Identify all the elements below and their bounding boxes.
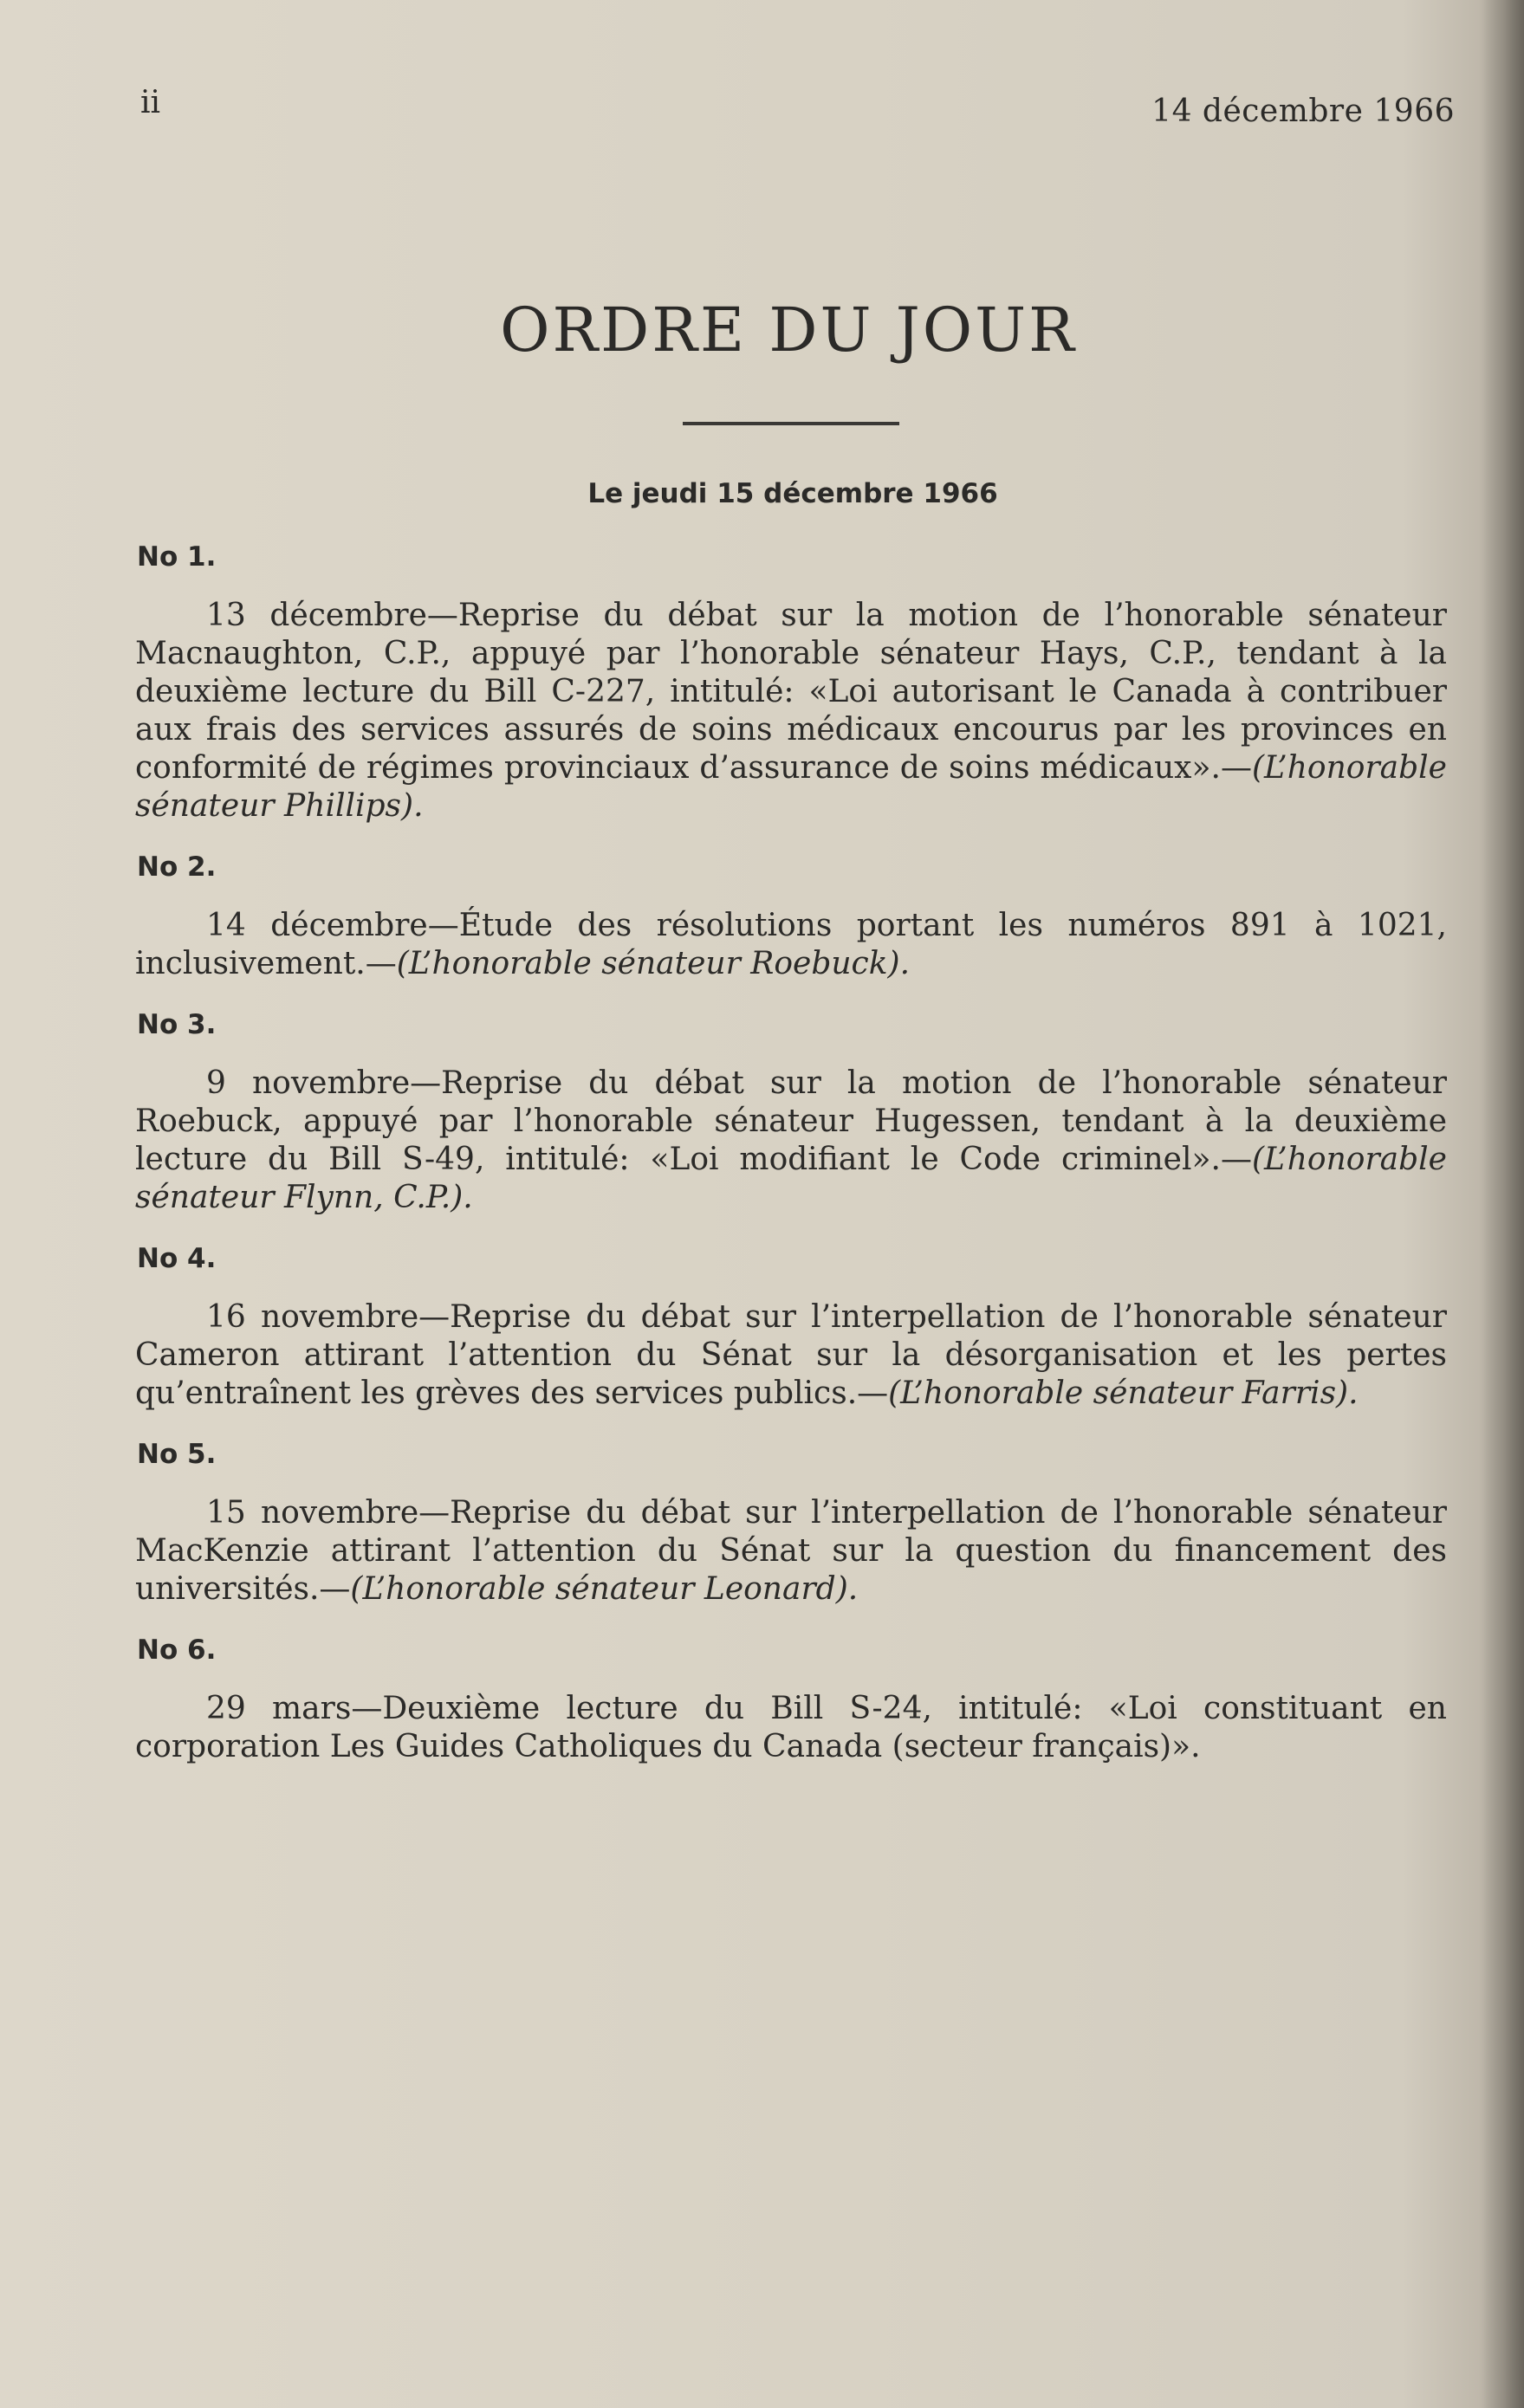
item-number: No 4. xyxy=(137,1243,217,1274)
item-text xyxy=(130,1065,1447,1217)
item-reference: (L’honorable sénateur Farris). xyxy=(888,1376,1359,1411)
item-number: No 1. xyxy=(137,541,217,573)
page-number: ii xyxy=(140,85,161,120)
item-body: 14 décembre—Étude des résolutions portant les numéros 891 à 1021, inclusivement.— xyxy=(135,908,1447,981)
item-body: 13 décembre—Reprise du débat sur la motion de l’honorable sénateur Macnaughton, C.P., appuyé par l’honorable sénateur Hays, C.P., tendant à la deuxième lecture du Bill C-227, intitulé: «Loi autorisant le Canada à contribuer aux frais des services assurés de soins médicaux encourus par les provinces en conformité de régimes provinciaux d’assurance de soins médicaux».— xyxy=(135,598,1447,786)
order-item xyxy=(130,541,1447,825)
item-body: 15 novembre—Reprise du débat sur l’interpellation de l’honorable sénateur MacKenzie attirant l’attention du Sénat sur la question du financement des universités.— xyxy=(135,1495,1447,1607)
item-text xyxy=(130,1298,1447,1413)
order-item xyxy=(130,1009,1447,1217)
item-reference: (L’honorable sénateur Flynn, C.P.). xyxy=(135,1142,1447,1215)
item-body: 9 novembre—Reprise du débat sur la motion de l’honorable sénateur Roebuck, appuyé par l’honorable sénateur Hugessen, tendant à la deuxième lecture du Bill S-49, intitulé: «Loi modifiant le Code criminel».— xyxy=(135,1065,1447,1177)
order-item xyxy=(130,1634,1447,1766)
item-reference: (L’honorable sénateur Phillips). xyxy=(135,750,1447,824)
session-date: Le jeudi 15 décembre 1966 xyxy=(587,478,998,509)
page-title: ORDRE DU JOUR xyxy=(500,295,1077,366)
item-body: 29 mars—Deuxième lecture du Bill S-24, intitulé: «Loi constituant en corporation Les Guides Catholiques du Canada (secteur français)». xyxy=(135,1691,1447,1764)
item-text xyxy=(130,1690,1447,1766)
item-number: No 5. xyxy=(137,1439,217,1470)
item-text xyxy=(130,907,1447,983)
item-text xyxy=(130,1494,1447,1609)
order-items-list xyxy=(130,541,1447,1792)
item-text xyxy=(130,597,1447,825)
title-divider xyxy=(683,422,899,425)
order-item xyxy=(130,851,1447,983)
item-reference: (L’honorable sénateur Roebuck). xyxy=(396,946,911,981)
header-date: 14 décembre 1966 xyxy=(1151,94,1455,129)
item-body: 16 novembre—Reprise du débat sur l’interpellation de l’honorable sénateur Cameron attirant l’attention du Sénat sur la désorganisation et les pertes qu’entraînent les grèves des services publics.— xyxy=(135,1299,1447,1411)
order-item xyxy=(130,1439,1447,1609)
item-number: No 2. xyxy=(137,851,217,883)
item-reference: (L’honorable sénateur Leonard). xyxy=(350,1571,859,1607)
order-item xyxy=(130,1243,1447,1413)
item-number: No 3. xyxy=(137,1009,217,1040)
item-number: No 6. xyxy=(137,1634,217,1666)
